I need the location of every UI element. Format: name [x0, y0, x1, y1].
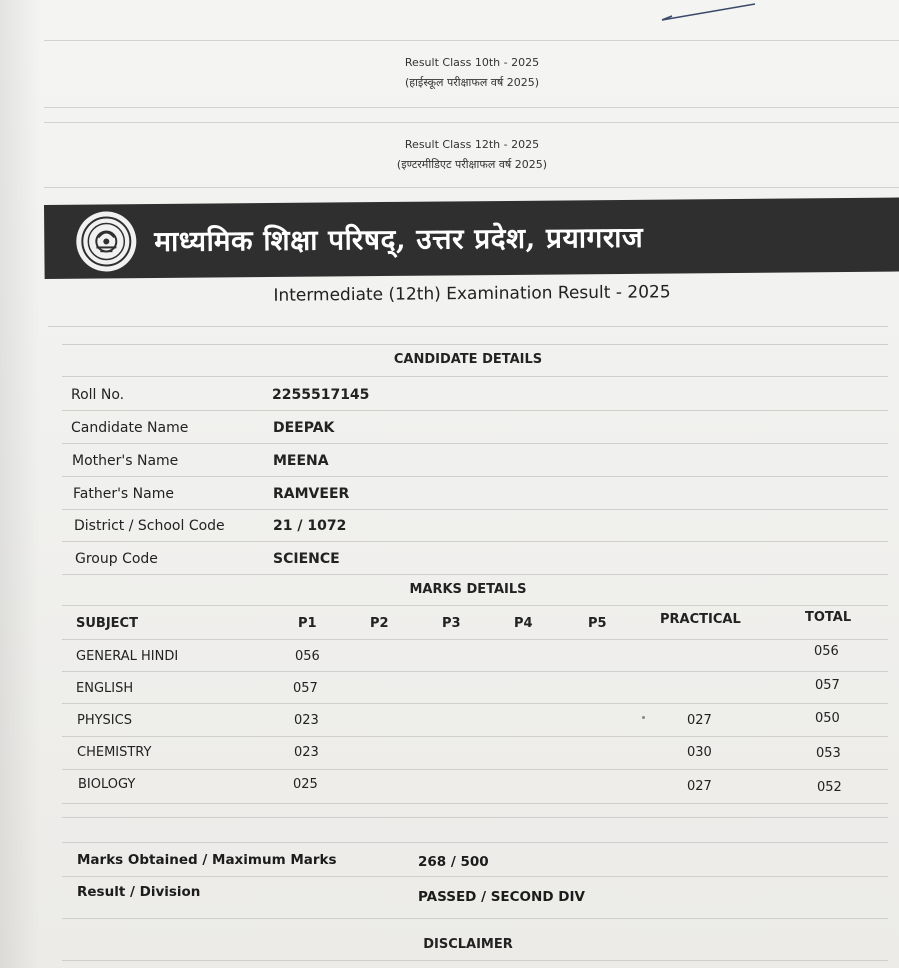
divider [62, 605, 888, 606]
divider [62, 736, 888, 737]
table-row [76, 713, 876, 733]
practical-cell: 027 [687, 779, 712, 794]
paper-fold-shadow [0, 0, 40, 968]
subject-cell: PHYSICS [77, 713, 132, 728]
divider [62, 769, 888, 770]
practical-cell: 027 [687, 713, 712, 728]
subject-cell: GENERAL HINDI [76, 649, 179, 664]
divider [62, 817, 888, 818]
subject-cell: BIOLOGY [78, 777, 136, 792]
marks-obtained-value: 268 / 500 [418, 854, 489, 870]
divider [62, 574, 888, 575]
total-cell: 057 [815, 678, 840, 693]
divider [62, 410, 888, 411]
pen-stroke-mark [660, 2, 760, 22]
divider [62, 639, 888, 640]
class10-subtitle: (हाईस्कूल परीक्षाफल वर्ष 2025) [404, 76, 540, 89]
p1-cell: 023 [294, 713, 319, 728]
field-label: Mother's Name [72, 453, 179, 469]
up-board-emblem-icon [76, 211, 137, 272]
class10-title: Result Class 10th - 2025 [404, 56, 540, 69]
field-label: Candidate Name [71, 420, 189, 436]
speck [642, 716, 645, 719]
header-total: TOTAL [805, 610, 852, 625]
total-cell: 056 [814, 644, 839, 659]
class12-subtitle: (इण्टरमीडिएट परीक्षाफल वर्ष 2025) [396, 158, 548, 171]
candidate-details-heading: CANDIDATE DETAILS [393, 352, 543, 367]
result-division-label: Result / Division [77, 884, 201, 900]
field-label: Father's Name [73, 486, 174, 502]
total-cell: 053 [816, 746, 841, 761]
field-value: 21 / 1072 [273, 518, 347, 534]
field-label: Group Code [75, 551, 158, 567]
field-value: 2255517145 [272, 387, 370, 403]
total-cell: 050 [815, 711, 840, 726]
field-value: MEENA [273, 453, 329, 469]
header-p4: P4 [514, 616, 533, 631]
marks-table-header [76, 610, 876, 636]
subject-cell: ENGLISH [76, 681, 134, 696]
header-subject: SUBJECT [76, 616, 138, 631]
field-value: SCIENCE [273, 551, 340, 567]
board-header-banner [44, 198, 899, 279]
divider [48, 326, 888, 327]
disclaimer-heading: DISCLAIMER [423, 937, 513, 952]
table-row [76, 678, 876, 701]
p1-cell: 023 [294, 745, 319, 760]
divider [62, 876, 888, 877]
divider [62, 803, 888, 804]
divider [62, 541, 888, 542]
field-value: DEEPAK [273, 420, 335, 436]
divider [62, 842, 888, 843]
table-row [76, 644, 876, 669]
exam-title: Intermediate (12th) Examination Result - 2025 [273, 282, 671, 306]
divider [62, 476, 888, 477]
field-label: District / School Code [74, 518, 225, 534]
marks-obtained-label: Marks Obtained / Maximum Marks [77, 852, 337, 868]
result-division-value: PASSED / SECOND DIV [418, 889, 585, 905]
header-p2: P2 [370, 616, 389, 631]
divider [62, 443, 888, 444]
result-class-12-link[interactable] [44, 122, 899, 188]
header-p5: P5 [588, 616, 607, 631]
total-cell: 052 [817, 780, 842, 795]
header-p1: P1 [298, 616, 317, 631]
divider [62, 509, 888, 510]
result-class-10-link[interactable] [44, 40, 899, 108]
class12-title: Result Class 12th - 2025 [404, 138, 540, 151]
header-practical: PRACTICAL [660, 612, 741, 627]
header-p3: P3 [442, 616, 461, 631]
p1-cell: 057 [293, 681, 318, 696]
subject-cell: CHEMISTRY [77, 745, 152, 760]
table-row [76, 745, 876, 765]
field-label: Roll No. [71, 387, 125, 403]
divider [62, 671, 888, 672]
board-name-title: माध्यमिक शिक्षा परिषद्, उत्तर प्रदेश, प्रयागराज [154, 220, 644, 259]
divider [62, 918, 888, 919]
divider [62, 344, 888, 345]
field-value: RAMVEER [273, 486, 350, 502]
divider [62, 376, 888, 377]
table-row [76, 777, 876, 797]
p1-cell: 025 [293, 777, 318, 792]
practical-cell: 030 [687, 745, 712, 760]
p1-cell: 056 [295, 649, 320, 664]
divider [62, 960, 888, 961]
marks-details-heading: MARKS DETAILS [409, 582, 527, 597]
divider [62, 703, 888, 704]
